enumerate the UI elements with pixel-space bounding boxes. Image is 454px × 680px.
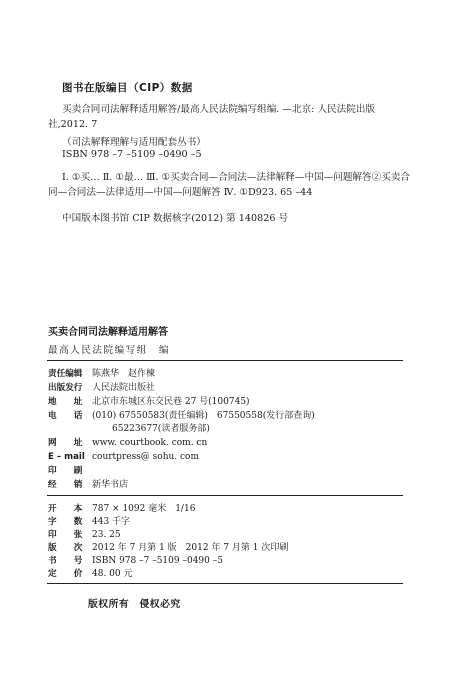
divider-top: [47, 360, 403, 361]
credit-row: [48, 423, 210, 435]
cip-isbn: ISBN 978 –7 –5109 –0490 –5: [62, 149, 202, 160]
credit-label: 责任编辑: [48, 369, 83, 379]
spec-row: [48, 516, 130, 528]
divider-bottom: [47, 583, 403, 584]
spec-row: [48, 529, 121, 541]
credit-row: [48, 465, 92, 477]
credit-label: E – mail: [48, 452, 85, 462]
spec-value: 2012 年 7 月第 1 版 2012 年 7 月第 1 次印刷: [92, 543, 289, 553]
cip-heading: 图书在版编目（CIP）数据: [62, 82, 193, 94]
spec-label: 字 数: [48, 517, 83, 527]
credit-row: [48, 451, 199, 463]
credit-value: www. courtbook. com. cn: [92, 438, 208, 448]
spec-value: 787 × 1092 毫米 1/16: [92, 504, 196, 514]
spec-row: [48, 503, 195, 515]
credit-row: [48, 382, 155, 394]
credit-row: [48, 479, 128, 491]
credit-value: 65223677(读者服务部): [112, 424, 210, 434]
credit-label: 印 刷: [48, 466, 83, 476]
credit-label: 网 址: [48, 438, 83, 448]
cip-catalog-text: 买卖合同司法解释适用解答/最高人民法院编写组编. —北京: 人民法院出版社,2012. 7: [48, 104, 376, 130]
credit-row: [48, 396, 250, 408]
credit-value: 新华书店: [92, 480, 129, 490]
credit-value: 陈燕华 赵作楝: [92, 369, 156, 379]
spec-label: 书 号: [48, 556, 83, 566]
divider-middle: [47, 495, 403, 496]
credit-row: [48, 437, 207, 449]
copyright-notice: 版权所有 侵权必究: [88, 599, 181, 610]
book-title: 买卖合同司法解释适用解答: [48, 327, 168, 338]
credit-label: 地 址: [48, 397, 83, 407]
spec-row: [48, 542, 288, 554]
credit-label: 电 话: [48, 411, 83, 421]
spec-label: 开 本: [48, 504, 83, 514]
spec-label: 印 张: [48, 530, 83, 540]
spec-label: 定 价: [48, 569, 83, 579]
credit-value: courtpress@ sohu. com: [92, 452, 200, 462]
credit-value: 人民法院出版社: [92, 383, 156, 393]
spec-label: 版 次: [48, 543, 83, 553]
spec-value: 48. 00 元: [92, 569, 133, 579]
credit-value: 北京市东城区东交民巷 27 号(100745): [92, 397, 250, 407]
spec-value: 23. 25: [92, 530, 121, 540]
cip-subjects: Ⅰ. ①买… Ⅱ. ①最… Ⅲ. ①买卖合同—合同法—法律解释—中国—问题解答②买卖合同—合同法—法律适用—中国—问题解答 Ⅳ. ①D923. 65 –44: [48, 172, 410, 198]
credit-label: 出版发行: [48, 383, 83, 393]
book-author: 最高人民法院编写组 编: [48, 345, 171, 356]
credit-value: (010) 67550583(责任编辑) 67550558(发行部查询): [92, 411, 315, 421]
spec-row: [48, 555, 223, 567]
spec-row: [48, 568, 133, 580]
cip-series: （司法解释理解与适用配套丛书）: [62, 137, 206, 148]
credit-row: [48, 368, 155, 380]
spec-value: 443 千字: [92, 517, 131, 527]
credit-label: 经 销: [48, 480, 83, 490]
cip-number: 中国版本图书馆 CIP 数据核字(2012) 第 140826 号: [62, 213, 289, 224]
credit-row: [48, 410, 315, 422]
spec-value: ISBN 978 –7 –5109 –0490 –5: [92, 556, 223, 566]
